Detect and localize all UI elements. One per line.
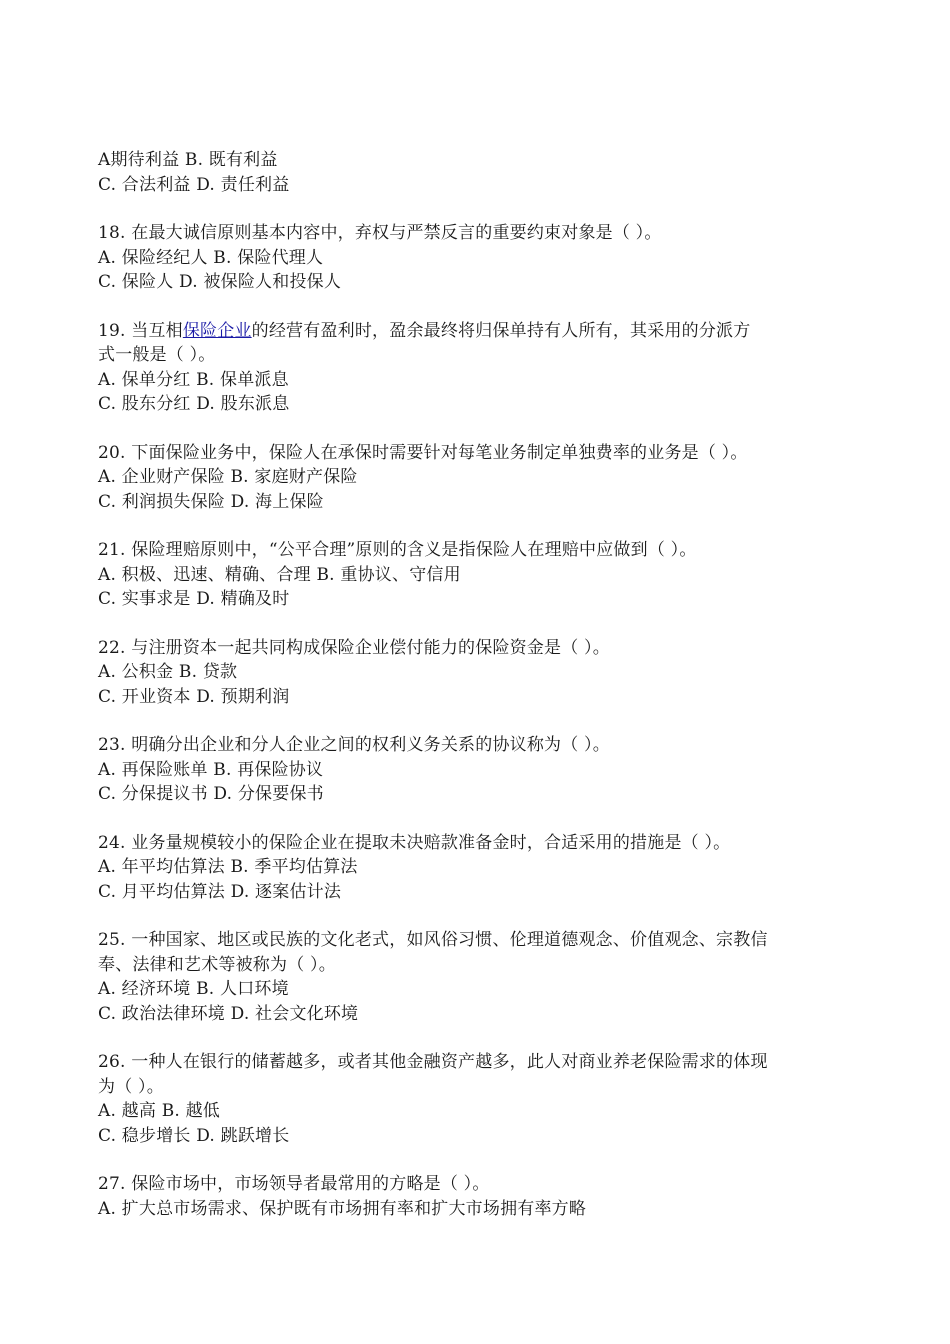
question-21 xyxy=(98,538,858,612)
document-page xyxy=(98,148,858,1245)
question-stem-continued: 为（ ）。 xyxy=(98,1076,164,1097)
question-22 xyxy=(98,636,858,710)
question-20 xyxy=(98,441,858,515)
question-stem: 25. 一种国家、地区或民族的文化老式，如风俗习惯、伦理道德观念、价值观念、宗教信 xyxy=(98,930,768,950)
option-line: A. 扩大总市场需求、保护既有市场拥有率和扩大市场拥有率方略 xyxy=(98,1198,587,1219)
option-line: A. 越高 B. 越低 xyxy=(98,1101,220,1121)
question-stem: 26. 一种人在银行的储蓄越多，或者其他金融资产越多，此人对商业养老保险需求的体现 xyxy=(98,1052,768,1072)
question-25 xyxy=(98,928,858,1026)
option-line: A. 保险经纪人 B. 保险代理人 xyxy=(98,247,324,268)
insurance-company-link[interactable]: 保险企业 xyxy=(182,320,252,341)
option-line: C. 分保提议书 D. 分保要保书 xyxy=(98,784,324,804)
question-24 xyxy=(98,831,858,905)
question-17-options xyxy=(98,148,858,197)
question-stem: 24. 业务量规模较小的保险企业在提取未决赔款准备金时，合适采用的措施是（ ）。 xyxy=(98,832,731,853)
question-stem: 22. 与注册资本一起共同构成保险企业偿付能力的保险资金是（ ）。 xyxy=(98,637,610,658)
question-stem: 21. 保险理赔原则中，“公平合理”原则的含义是指保险人在理赔中应做到（ ）。 xyxy=(98,540,697,560)
question-18 xyxy=(98,221,858,295)
option-line: C. 政治法律环境 D. 社会文化环境 xyxy=(98,1003,359,1024)
option-line: A. 再保险账单 B. 再保险协议 xyxy=(98,759,324,780)
question-stem: 18. 在最大诚信原则基本内容中，弃权与严禁反言的重要约束对象是（ ）。 xyxy=(98,223,662,243)
question-19 xyxy=(98,319,858,417)
question-stem-continued: 式一般是（ ）。 xyxy=(98,345,216,365)
question-27 xyxy=(98,1172,858,1221)
option-line: C. 实事求是 D. 精确及时 xyxy=(98,589,290,609)
question-stem: 23. 明确分出企业和分人企业之间的权利义务关系的协议称为（ ）。 xyxy=(98,735,610,755)
stem-suffix: 的经营有盈利时，盈余最终将归保单持有人所有，其采用的分派方 xyxy=(251,320,751,341)
option-line: C. 稳步增长 D. 跳跃增长 xyxy=(98,1125,290,1146)
option-line: A. 年平均估算法 B. 季平均估算法 xyxy=(98,857,358,877)
option-line: C. 利润损失保险 D. 海上保险 xyxy=(98,491,324,512)
option-line: C. 保险人 D. 被保险人和投保人 xyxy=(98,272,342,292)
option-line: C. 合法利益 D. 责任利益 xyxy=(98,174,290,195)
question-26 xyxy=(98,1050,858,1148)
option-line: A. 积极、迅速、精确、合理 B. 重协议、守信用 xyxy=(98,564,461,585)
option-line: C. 开业资本 D. 预期利润 xyxy=(98,686,290,707)
question-stem: 27. 保险市场中，市场领导者最常用的方略是（ ）。 xyxy=(98,1174,490,1194)
option-line: A期待利益 B. 既有利益 xyxy=(98,150,278,170)
question-23 xyxy=(98,733,858,807)
option-line: A. 公积金 B. 贷款 xyxy=(98,662,238,682)
option-line: A. 保单分红 B. 保单派息 xyxy=(98,369,289,390)
option-line: A. 企业财产保险 B. 家庭财产保险 xyxy=(98,467,358,487)
question-stem: 20. 下面保险业务中，保险人在承保时需要针对每笔业务制定单独费率的业务是（ ）。 xyxy=(98,442,748,463)
option-line: C. 月平均估算法 D. 逐案估计法 xyxy=(98,881,342,902)
option-line: A. 经济环境 B. 人口环境 xyxy=(98,979,289,999)
question-stem-continued: 奉、法律和艺术等被称为（ ）。 xyxy=(98,954,336,975)
question-stem xyxy=(98,319,858,344)
option-line: C. 股东分红 D. 股东派息 xyxy=(98,394,290,414)
stem-prefix: 19. 当互相 xyxy=(98,320,183,341)
